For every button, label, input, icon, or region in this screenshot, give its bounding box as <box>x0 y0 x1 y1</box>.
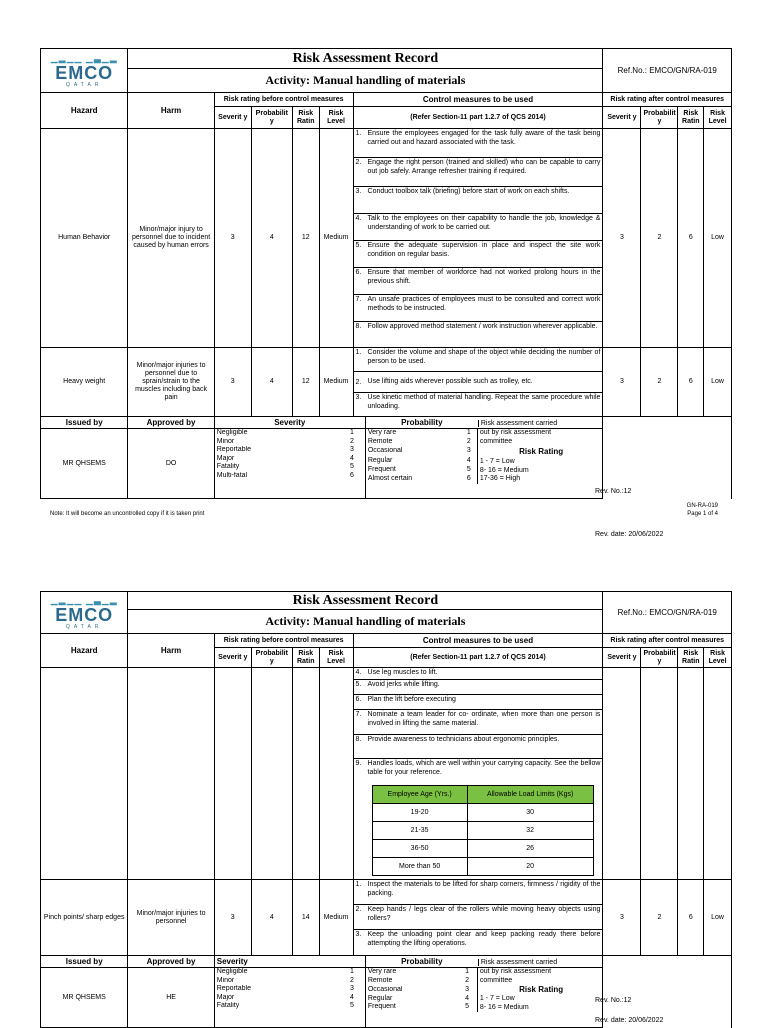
hazard-header: Hazard <box>41 93 128 129</box>
probability-scale: Very rare 1 Remote 2 Occasional 3 Regular 4 Frequent 5 out by risk assessment committee Risk Rating 1 - 7 = Low 8- 16 = Medium <box>365 968 603 1028</box>
list-item: 1. Ensure the employees engaged for the task fully aware of the task being carried out and hazard associated with the task. <box>354 129 603 158</box>
control-measures <box>353 880 603 956</box>
list-item: 4. Use leg muscles to lift. <box>354 668 603 680</box>
probability-cell: 4 <box>251 129 292 348</box>
probability-cell: 4 <box>251 880 292 956</box>
after-rating-col: Risk Ratin <box>678 107 704 129</box>
load-header-limit: Allowable Load Limits (Kgs) <box>467 786 593 804</box>
reference-number: Ref.No.: EMCO/GN/RA-019 <box>603 592 732 634</box>
issued-by-label: Issued by <box>41 956 128 968</box>
rating-cell: 12 <box>292 348 319 417</box>
rating-col: Risk Ratin <box>292 648 319 668</box>
load-header-age: Employee Age (Yrs.) <box>372 786 467 804</box>
issuer-name: MR QHSEMS <box>41 429 128 499</box>
list-item: 7. Nominate a team leader for co- ordinate, when more than one person is involved in lifting the same material. <box>354 710 603 735</box>
harm-header: Harm <box>128 93 214 129</box>
after-severity-col: Severit y <box>603 648 641 668</box>
list-item: 7. An unsafe practices of employees must to be consulted and correct work methods to be instructed. <box>354 295 603 322</box>
measure-list <box>354 129 603 347</box>
list-item: 3. Use kinetic method of material handling. Repeat the same procedure while unloading. <box>355 394 601 410</box>
list-item: 6. Plan the lift before executing <box>354 695 603 710</box>
severity-cell: 3 <box>214 129 251 348</box>
after-probability-col: Probabilit y <box>641 107 678 129</box>
issued-by-label: Issued by <box>41 417 128 429</box>
page-title: Risk Assessment Record <box>128 592 603 610</box>
approver-name: HE <box>128 968 214 1028</box>
logo-mark-icon: ▁▂▁▁ ▁▃▁▂ <box>50 595 118 605</box>
approver-name: DO <box>128 429 214 499</box>
company-logo <box>41 49 128 93</box>
logo-sub: QATAR <box>65 624 103 630</box>
severity-label: Severity <box>214 956 365 968</box>
list-item: 8. Provide awareness to technicians about ergonomic principles. <box>354 735 603 759</box>
control-header: Control measures to be used <box>353 634 603 648</box>
load-limit-table: Employee Age (Yrs.) Allowable Load Limits (Kgs) 19-20 30 21-35 32 36-50 26 More than 50 20 <box>372 785 594 876</box>
severity-scale: Negligible 1 Minor 2 Reportable 3 Major 4 Fatality 5 <box>214 968 365 1028</box>
activity-title: Activity: Manual handling of materials <box>128 610 603 634</box>
revision-date: Rev. date: 20/06/2022 <box>595 531 664 538</box>
severity-label: Severity <box>214 417 365 429</box>
level-cell: Medium <box>319 348 353 417</box>
list-item: 6. Ensure that member of workforce had not worked prolong hours in the previous shift. <box>354 268 603 295</box>
activity-title: Activity: Manual handling of materials <box>128 69 603 93</box>
severity-col: Severit y <box>214 648 251 668</box>
probability-label: Probability Risk assessment carried <box>365 417 603 429</box>
control-ref: (Refer Section-11 part 1.2.7 of QCS 2014) <box>353 107 603 129</box>
control-measures <box>353 348 603 417</box>
probability-scale: Very rare 1 Remote 2 Occasional 3 Regular 4 Frequent 5 Almost certain 6 out by risk assessment committee Risk Rating 1 - 7 = Low 8- 16 = Medium 17-36 = High <box>365 429 603 499</box>
after-rating-cell: 6 <box>678 348 704 417</box>
control-ref: (Refer Section-11 part 1.2.7 of QCS 2014) <box>353 648 603 668</box>
logo-sub: QATAR <box>65 82 103 88</box>
list-item: 5. Ensure the adequate supervision in place and inspect the site work condition on regular basis. <box>354 241 603 268</box>
list-item: 9. Handles loads, which are well within your carrying capacity. See the bellow table for your reference. <box>355 760 601 776</box>
hazard-cell: Heavy weight <box>41 348 128 417</box>
rating-cell: 14 <box>292 880 319 956</box>
harm-header: Harm <box>128 634 214 668</box>
level-cell: Medium <box>319 129 353 348</box>
level-cell: Medium <box>319 880 353 956</box>
after-probability-cell: 2 <box>641 880 678 956</box>
after-rating-col: Risk Ratin <box>678 648 704 668</box>
after-level-cell: Low <box>704 348 732 417</box>
harm-cell: Minor/major injuries to personnel due to sprain/strain to the muscles including back pain <box>128 348 214 417</box>
risk-rating-legend: out by risk assessment committee Risk Rating 1 - 7 = Low 8- 16 = Medium <box>479 968 564 1011</box>
logo-mark-icon: ▁▂▁▁ ▁▃▁▂ <box>50 53 118 63</box>
after-header: Risk rating after control measures <box>603 634 732 648</box>
severity-col: Severit y <box>214 107 251 129</box>
list-item: 1. Inspect the materials to be lifted for sharp corners, firmness / rigidity of the packing. <box>354 880 603 905</box>
revision-number: Rev. No.:12 <box>595 488 632 495</box>
page-title: Risk Assessment Record <box>128 49 603 69</box>
table-row <box>41 348 732 417</box>
issuer-name: MR QHSEMS <box>41 968 128 1028</box>
logo-name: EMCO <box>55 605 114 625</box>
before-header: Risk rating before control measures <box>214 634 353 648</box>
list-item: 3. Conduct toolbox talk (briefing) before start of work on each shifts. <box>354 187 603 214</box>
table-row <box>41 129 732 348</box>
page-number: Page 1 of 4 <box>687 511 718 517</box>
logo-name: EMCO <box>55 63 114 83</box>
document-code: GN-RA-019 <box>686 503 718 509</box>
hazard-cell: Human Behavior <box>41 129 128 348</box>
control-measures <box>353 129 603 348</box>
probability-col: Probabilit y <box>251 107 292 129</box>
after-level-col: Risk Level <box>704 648 732 668</box>
harm-cell: Minor/major injuries to personnel <box>128 880 214 956</box>
list-item: 1. Consider the volume and shape of the object while deciding the number of person to be used. <box>354 348 603 372</box>
after-level-cell: Low <box>704 880 732 956</box>
approved-by-label: Approved by <box>128 956 214 968</box>
level-col: Risk Level <box>319 107 353 129</box>
after-probability-cell: 2 <box>641 129 678 348</box>
control-measures <box>353 668 603 880</box>
after-severity-cell: 3 <box>603 880 641 956</box>
list-item: 3. Keep the unloading point clear and keep packing ready there before attempting the lifting operations. <box>355 931 601 947</box>
list-item: 4. Talk to the employees on their capability to handle the job, knowledge & understanding of work to be carried out. <box>354 214 603 241</box>
uncontrolled-copy-note: Note: It will become an uncontrolled copy if it is taken print <box>50 511 205 517</box>
after-probability-col: Probabilit y <box>641 648 678 668</box>
after-rating-cell: 6 <box>678 880 704 956</box>
after-rating-cell: 6 <box>678 129 704 348</box>
control-header: Control measures to be used <box>353 93 603 107</box>
table-row <box>41 668 732 880</box>
after-level-col: Risk Level <box>704 107 732 129</box>
after-severity-cell: 3 <box>603 348 641 417</box>
harm-cell: Minor/major injury to personnel due to incident caused by human errors <box>128 129 214 348</box>
after-severity-cell: 3 <box>603 129 641 348</box>
before-header: Risk rating before control measures <box>214 93 353 107</box>
severity-cell: 3 <box>214 348 251 417</box>
after-level-cell: Low <box>704 129 732 348</box>
hazard-cell: Pinch points/ sharp edges <box>41 880 128 956</box>
approved-by-label: Approved by <box>128 417 214 429</box>
risk-assessment-table <box>40 591 732 1028</box>
revision-number: Rev. No.:12 <box>595 997 632 1004</box>
risk-rating-legend: out by risk assessment committee Risk Rating 1 - 7 = Low 8- 16 = Medium 17-36 = High <box>479 429 564 482</box>
revision-date: Rev. date: 20/06/2022 <box>595 1017 664 1024</box>
level-col: Risk Level <box>319 648 353 668</box>
list-item: 2. Keep hands / legs clear of the rollers while moving heavy objects using rollers? <box>354 905 603 930</box>
company-logo <box>41 592 128 634</box>
list-item: 5. Avoid jerks while lifting. <box>354 680 603 695</box>
probability-col: Probabilit y <box>251 648 292 668</box>
reference-number: Ref.No.: EMCO/GN/RA-019 <box>603 49 732 93</box>
probability-cell: 4 <box>251 348 292 417</box>
hazard-header: Hazard <box>41 634 128 668</box>
risk-assessment-table <box>40 48 732 499</box>
page-2 <box>40 591 732 1028</box>
list-item: 2. Engage the right person (trained and skilled) who can be capable to carry out job safely. Arrange refresher training if required. <box>354 158 603 187</box>
probability-label: Probability Risk assessment carried <box>365 956 603 968</box>
severity-scale: Negligible 1 Minor 2 Reportable 3 Major 4 Fatality 5 Multi-fatal 6 <box>214 429 365 499</box>
table-row <box>41 880 732 956</box>
severity-cell: 3 <box>214 880 251 956</box>
rating-cell: 12 <box>292 129 319 348</box>
after-severity-col: Severit y <box>603 107 641 129</box>
after-probability-cell: 2 <box>641 348 678 417</box>
list-item: 8. Follow approved method statement / work instruction wherever applicable. <box>355 323 598 330</box>
list-item: 2. Use lifting aids wherever possible such as trolley, etc. <box>354 372 603 393</box>
after-header: Risk rating after control measures <box>603 93 732 107</box>
rating-col: Risk Ratin <box>292 107 319 129</box>
